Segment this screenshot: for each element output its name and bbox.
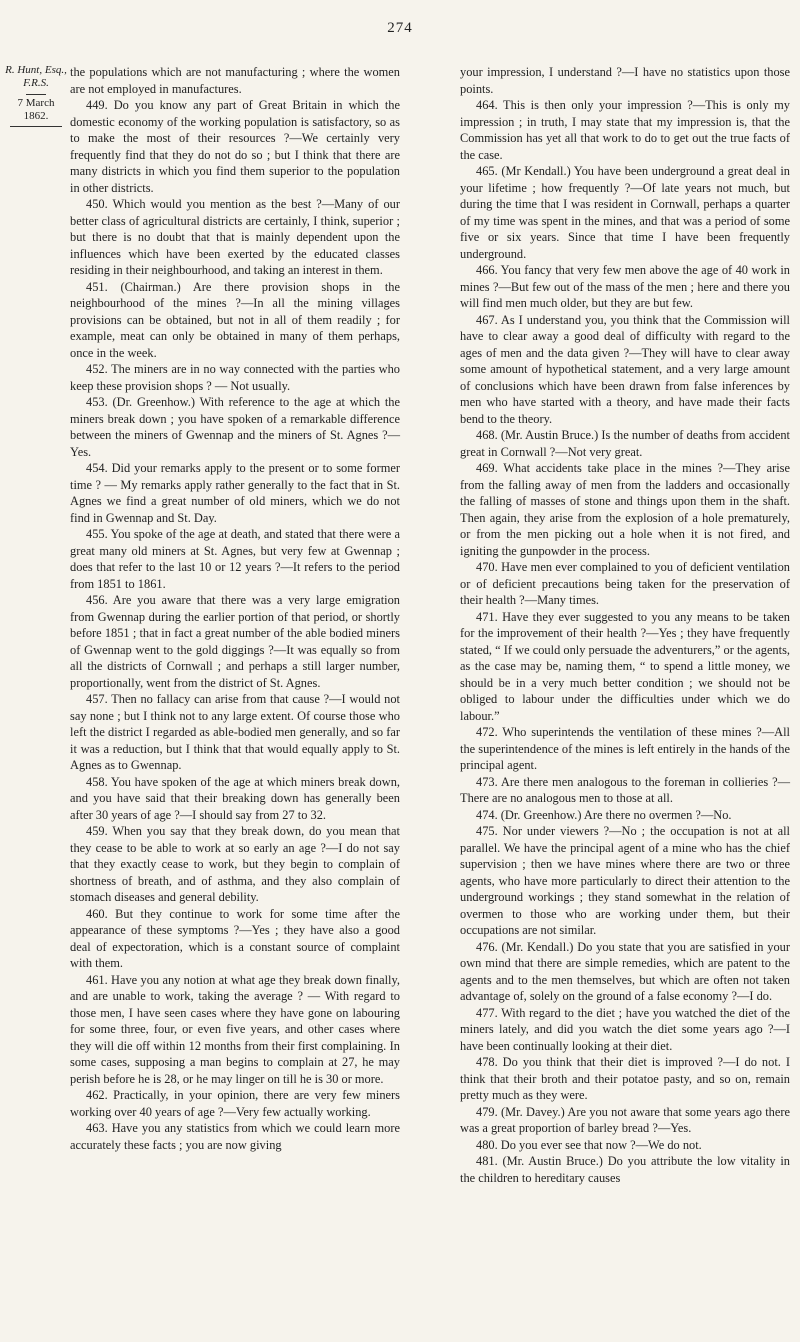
paragraph: your impression, I understand ?—I have no statistics upon those points.: [460, 65, 790, 96]
paragraph: 462. Practically, in your opinion, there are very few miners working over 40 years of age ?—Very few actually working.: [70, 1088, 400, 1119]
paragraph: 466. You fancy that very few men above the age of 40 work in mines ?—But few out of the mass of the men ; here and there you will find men much older, but they are but few.: [460, 263, 790, 310]
paragraph: the populations which are not manufacturing ; where the women are not employed in manufactures.: [70, 65, 400, 96]
paragraph: 461. Have you any notion at what age they break down finally, and are unable to work, taking the average ? — With regard to those men, I have seen cases where they have gone on labouring for some three, four, or even five years, and other cases where they will die off within 12 months from their first complaining. In some cases, supposing a man begins to complain at 27, he may perish before he is 28, or he may linger on till he is 30 or more.: [70, 972, 400, 1086]
paragraph: 457. Then no fallacy can arise from that cause ?—I would not say none ; but I think not to any large extent. Of course those who left the district I regarded as able-bodied men generally, and so far it was a reduction, but I think that that would equally apply to St. Agnes as to Gwennap.: [70, 692, 400, 772]
paragraph: 458. You have spoken of the age at which miners break down, and you have said that their breaking down has generally been after 30 years of age ?—I should say from 27 to 32.: [70, 774, 400, 822]
paragraph: 453. (Dr. Greenhow.) With reference to the age at which the miners break down ; you have spoken of a remarkable difference between the miners of Gwennap and the miners of St. Agnes ?—Yes.: [70, 395, 400, 459]
paragraph: 478. Do you think that their diet is improved ?—I do not. I think that their broth and their potatoe pasty, and so on, remain pretty much as they were.: [460, 1055, 790, 1102]
margin-rule-2: [10, 126, 62, 127]
right-column: [460, 64, 790, 1186]
page-number: 274: [387, 20, 413, 36]
paragraph: 465. (Mr Kendall.) You have been underground a great deal in your lifetime ; how frequently ?—Of late years not much, but during the time that I was resident in Cornwall, perhaps a quarter of my time was spent in the mines, and that was a period of some five or six years. Since that time I have been frequently underground.: [460, 164, 790, 261]
paragraph: 475. Nor under viewers ?—No ; the occupation is not at all parallel. We have the principal agent of a mine who has the chief supervision ; then we have mines where there are two or three agents, who have more particularly to direct their attention to the underground workings ; they stand somewhat in the relation of overmen to those who are working under them, but their occupations are not similar.: [460, 824, 790, 937]
margin-rule: [26, 94, 46, 95]
paragraph: 476. (Mr. Kendall.) Do you state that you are satisfied in your own mind that there are simple remedies, which are patent to the agents and to the men themselves, but which are often not taken advantage of, solely on the ground of a false economy ?—I do.: [460, 939, 790, 1003]
witness-title: F.R.S.: [23, 77, 49, 89]
paragraph: 473. Are there men analogous to the foreman in collieries ?—There are no analogous men to those at all.: [460, 774, 790, 805]
paragraph: 470. Have men ever complained to you of deficient ventilation or of deficient precautions being taken for the preservation of their health ?—Many times.: [460, 560, 790, 607]
paragraph: 469. What accidents take place in the mines ?—They arise from the falling away of men from the ladders and occasionally the falling of masses of stone and things upon them in the shaft. Then again, they arise from the explosion of a hole prematurely, or from the men picking out a hole when it is not fired, and igniting the gunpowder in the process.: [460, 461, 790, 558]
paragraph: 450. Which would you mention as the best ?—Many of our better class of agricultural districts are certainly, I think, superior ; but there is no doubt that that is mainly dependent upon the influences which have been exerted by the educated classes residing in their neighbourhood, and taking an interest in them.: [70, 197, 400, 277]
paragraph: 468. (Mr. Austin Bruce.) Is the number of deaths from accident great in Cornwall ?—Not very great.: [460, 428, 790, 459]
paragraph: 455. You spoke of the age at death, and stated that there were a great many old miners at St. Agnes, but very few at Gwennap ; does that refer to the last 10 or 12 years ?—It refers to the period from 1851 to 1861.: [70, 527, 400, 591]
paragraph: 479. (Mr. Davey.) Are you not aware that some years ago there was a great proportion of barley bread ?—Yes.: [460, 1104, 790, 1135]
paragraph: 456. Are you aware that there was a very large emigration from Gwennap during the earlier portion of that period, or shortly before 1851 ; that in fact a great number of the able bodied miners of Gwennap went to the gold diggings ?—It was equally so from all the districts of Cornwall ; and perhaps a still larger number, proportionally, went from the district of St. Agnes.: [70, 593, 400, 690]
paragraph: 463. Have you any statistics from which we could learn more accurately these facts ; you are now giving: [70, 1121, 400, 1152]
margin-note: [4, 64, 68, 127]
paragraph: 481. (Mr. Austin Bruce.) Do you attribute the low vitality in the children to hereditary causes: [460, 1154, 790, 1185]
paragraph: 471. Have they ever suggested to you any means to be taken for the improvement of their health ?—Yes ; they have frequently stated, “ If we could only persuade the adventurers,” or the agents, as the case may be, naming them, “ to spend a little money, we should be in a very much better condition ; we should not be obliged to labour under the difficulties under which we do labour.”: [460, 609, 790, 723]
paragraph: 472. Who superintends the ventilation of these mines ?—All the superintendence of the mines is left entirely in the hands of the principal agent.: [460, 725, 790, 772]
hearing-date: 7 March 1862.: [17, 97, 55, 122]
left-column: [70, 64, 400, 1153]
paragraph: 474. (Dr. Greenhow.) Are there no overmen ?—No.: [476, 807, 732, 822]
paragraph: 449. Do you know any part of Great Britain in which the domestic economy of the working population is satisfactory, so as to make the most of their resources ?—We certainly very frequently find that they do not do so ; but I think that there are many districts in which you find them superior to the population in other districts.: [70, 98, 400, 195]
paragraph: 452. The miners are in no way connected with the parties who keep these provision shops ? — Not usually.: [70, 362, 400, 393]
paragraph: 467. As I understand you, you think that the Commission will have to clear away a good deal of difficulty with regard to the ages of men and the data given ?—They will have to clear away some amount of hypothetical statement, and a very large amount of conclusions which have been drawn from false inferences by men who have started with a theory, and have made their facts bend to the theory.: [460, 312, 790, 426]
paragraph: 451. (Chairman.) Are there provision shops in the neighbourhood of the mines ?—In all the mining villages provisions can be obtained, but not in all of them readily ; for example, meat can only be obtained in many of them perhaps, once in the week.: [70, 279, 400, 360]
paragraph: 477. With regard to the diet ; have you watched the diet of the miners lately, and did you watch the diet some years ago ?—I have been continually looking at their diet.: [460, 1005, 790, 1053]
paragraph: 480. Do you ever see that now ?—We do not.: [476, 1137, 702, 1152]
paragraph: 464. This is then only your impression ?—This is only my impression ; in truth, I may state that my impression is, that the Commission has yet all that work to do to get out the true facts of the case.: [460, 98, 790, 162]
paragraph: 454. Did your remarks apply to the present or to some former time ? — My remarks apply rather generally to the fact that in St. Agnes we find a great number of old miners, which we do not find in Gwennap and St. Day.: [70, 461, 400, 525]
paragraph: 459. When you say that they break down, do you mean that they cease to be able to work at so early an age ?—I do not say that they exactly cease to work, but they begin to complain of shortness of breath, and of asthma, and they also complain of stomach diseases and general debility.: [70, 824, 400, 904]
paragraph: 460. But they continue to work for some time after the appearance of these symptoms ?—Yes ; they have also a good deal of expectoration, which is a constant source of complaint with them.: [70, 906, 400, 970]
witness-name: R. Hunt, Esq.,: [5, 64, 67, 76]
